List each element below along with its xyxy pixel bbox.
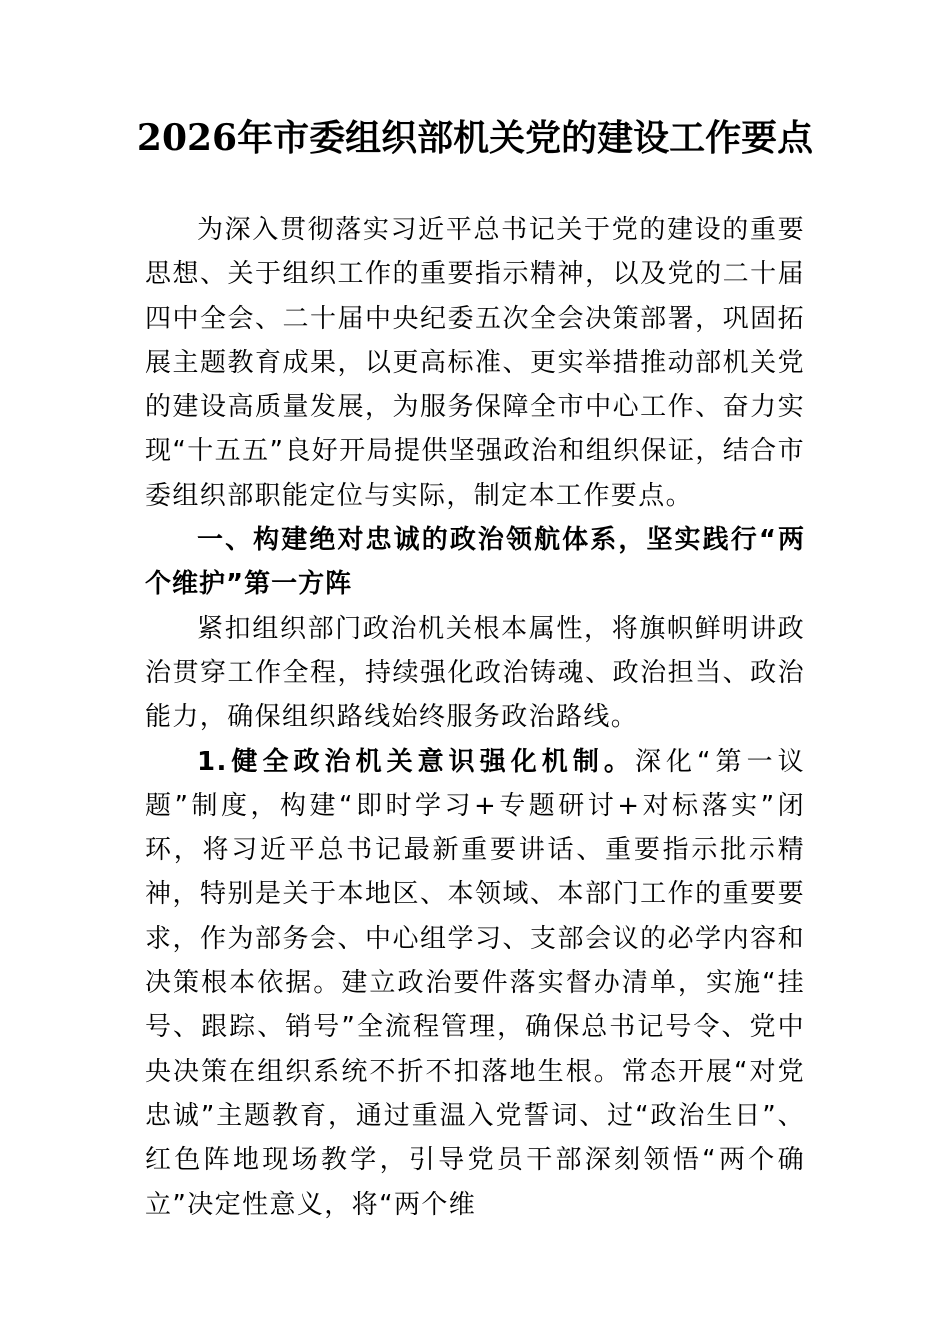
section-1-summary-paragraph: 紧扣组织部门政治机关根本属性，将旗帜鲜明讲政治贯穿工作全程，持续强化政治铸魂、政治担当、政治能力，确保组织路线始终服务政治路线。 [145, 613, 805, 733]
intro-paragraph: 为深入贯彻落实习近平总书记关于党的建设的重要思想、关于组织工作的重要指示精神，以及党的二十届四中全会、二十届中央纪委五次全会决策部署，巩固拓展主题教育成果，以更高标准、更实举措推动部机关党的建设高质量发展，为服务保障全市中心工作、奋力实现“十五五”良好开局提供坚强政治和组织保证，结合市委组织部职能定位与实际，制定本工作要点。 [145, 215, 805, 511]
item-1-text: 深化“第一议题”制度，构建“即时学习+专题研讨+对标落实”闭环，将习近平总书记最新重要讲话、重要指示批示精神，特别是关于本地区、本领域、本部门工作的重要要求，作为部务会、中心组学习、支部会议的必学内容和决策根本依据。建立政治要件落实督办清单，实施“挂号、跟踪、销号”全流程管理，确保总书记号令、党中央决策在组织系统不折不扣落地生根。常态开展“对党忠诚”主题教育，通过重温入党誓词、过“政治生日”、红色阵地现场教学，引导党员干部深刻领悟“两个确立”决定性意义，将“两个维 [145, 746, 806, 1220]
document-title: 2026年市委组织部机关党的建设工作要点 [136, 117, 814, 159]
item-1-paragraph [145, 740, 805, 1227]
item-1-lead: 1.健全政治机关意识强化机制。 [197, 746, 635, 777]
section-heading-1: 一、构建绝对忠诚的政治领航体系，坚实践行“两个维护”第一方阵 [145, 525, 805, 600]
document-body [145, 208, 805, 1227]
